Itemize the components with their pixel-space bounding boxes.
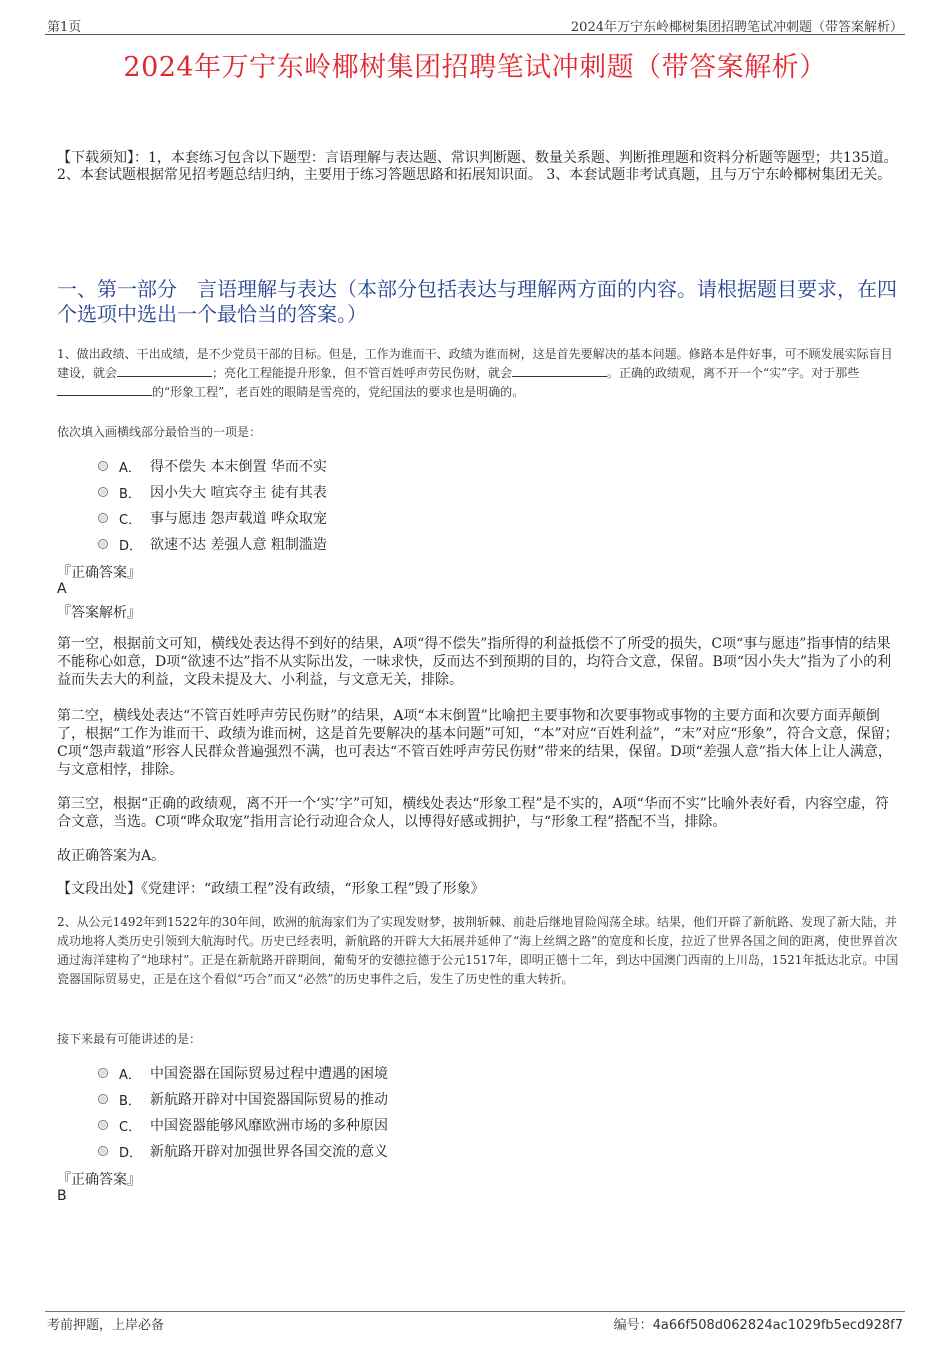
- q1-option-c[interactable]: C． 事与愿违 怨声载道 哗众取宠: [98, 508, 327, 528]
- q1-option-a[interactable]: A． 得不偿失 本末倒置 华而不实: [98, 456, 327, 476]
- q1-option-b[interactable]: B． 因小失大 喧宾夺主 徒有其表: [98, 482, 327, 502]
- q1-analysis-paragraph: 第三空，根据“正确的政绩观，离不开一个‘实’字”可知，横线处表达“形象工程”是不实的，A项“华而不实”比喻外表好看，内容空虚，符合文意，当选。C项“哗众取宠”指用言论行动迎合众人，以博得好感或拥护，与“形象工程”搭配不当，排除。: [57, 796, 889, 830]
- q2-option-b[interactable]: B． 新航路开辟对中国瓷器国际贸易的推动: [98, 1089, 388, 1109]
- q1-conclusion: 故正确答案为A。: [57, 848, 166, 864]
- radio-icon[interactable]: [98, 1068, 108, 1078]
- question-1-text: [57, 345, 902, 402]
- option-text: 事与愿违 怨声载道 哗众取宠: [150, 511, 327, 527]
- question-2-prompt: 接下来最有可能讲述的是：: [57, 1032, 202, 1046]
- q2-option-c[interactable]: C． 中国瓷器能够风靡欧洲市场的多种原因: [98, 1115, 388, 1135]
- radio-icon[interactable]: [98, 487, 108, 497]
- footer-id-code: 4a66f508d062824ac1029fb5ecd928f7: [652, 1318, 903, 1333]
- radio-icon[interactable]: [98, 1094, 108, 1104]
- q1-option-d[interactable]: D． 欲速不达 差强人意 粗制滥造: [98, 534, 327, 554]
- header-divider: [45, 34, 905, 35]
- q2-answer-tag: 『正确答案』: [57, 1172, 141, 1188]
- question-2-text: 2、从公元1492年到1522年的30年间，欧洲的航海家们为了实现发财梦，披荆斩棘、前赴后继地冒险闯荡全球。结果，他们开辟了新航路、发现了新大陆，并成功地将人类历史引领到大航海时代。历史已经表明，新航路的开辟大大拓展并延伸了“海上丝绸之路”的宽度和长度，拉近了世界各国之间的距离，使世界首次通过海洋建构了“地球村”。正是在新航路开辟期间，葡萄牙的安德拉德于公元1517年，即明正德十二年，到达中国澳门西南的上川岛，1521年抵达北京。中国瓷器国际贸易史，正是在这个看似“巧合”而又“必然”的历史事件之后，发生了历史性的重大转折。: [57, 915, 899, 986]
- download-notice: 【下载须知】：1，本套练习包含以下题型：言语理解与表达题、常识判断题、数量关系题、判断推理题和资料分析题等题型；共135道。 2、本套试题根据常见招考题总结归纳，主要用于练习答题思路和拓展知识面。 3、本套试题非考试真题，且与万宁东岭椰树集团无关。: [57, 150, 898, 183]
- q1-analysis-tag: 『答案解析』: [57, 605, 141, 621]
- radio-icon[interactable]: [98, 513, 108, 523]
- q1-text-part: 。正确的政绩观，离不开一个“实”字。对于那些: [607, 366, 860, 380]
- q1-answer: A: [57, 581, 67, 597]
- document-title: 2024年万宁东岭椰树集团招聘笔试冲刺题（带答案解析）: [123, 52, 827, 83]
- fill-blank-3: [57, 383, 152, 396]
- radio-icon[interactable]: [98, 461, 108, 471]
- q2-answer: B: [57, 1188, 67, 1204]
- q1-text-part: 1、做出政绩、干出成绩，是不少党员干部的目标。但是，工作为谁而干、政绩为谁而树，这是首先要解决的基本问题。修路本是件好事，可不顾发展实际盲目建设，就会: [57, 347, 893, 380]
- q2-option-a[interactable]: A． 中国瓷器在国际贸易过程中遭遇的困境: [98, 1063, 388, 1083]
- page-number: 第1页: [47, 20, 82, 35]
- header-doc-title: 2024年万宁东岭椰树集团招聘笔试冲刺题（带答案解析）: [570, 20, 903, 35]
- q1-text-part: 的“形象工程”，老百姓的眼睛是雪亮的，党纪国法的要求也是明确的。: [152, 385, 525, 399]
- footer-id-label: 编号：: [613, 1318, 653, 1333]
- fill-blank-2: [512, 364, 607, 377]
- option-text: 欲速不达 差强人意 粗制滥造: [150, 537, 327, 553]
- footer-divider: [45, 1311, 905, 1312]
- section-heading: 一、第一部分 言语理解与表达（本部分包括表达与理解两方面的内容。请根据题目要求，在四个选项中选出一个最恰当的答案。）: [57, 277, 897, 326]
- radio-icon[interactable]: [98, 1120, 108, 1130]
- q1-analysis-paragraph: 第二空，横线处表达“不管百姓呼声劳民伤财”的结果，A项“本末倒置”比喻把主要事物和次要事物或事物的主要方面和次要方面弄颠倒了，根据“工作为谁而干、政绩为谁而树，这是首先要解决的基本问题”可知，“本”对应“百姓利益”，“末”对应“形象”，符合文意，保留；C项“怨声载道”形容人民群众普遍强烈不满，也可表达“不管百姓呼声劳民伤财”带来的结果，保留。D项“差强人意”指大体上让人满意，与文意相悖，排除。: [57, 708, 899, 778]
- radio-icon[interactable]: [98, 1146, 108, 1156]
- q2-option-d[interactable]: D． 新航路开辟对加强世界各国交流的意义: [98, 1141, 388, 1161]
- fill-blank-1: [117, 364, 212, 377]
- option-text: 因小失大 喧宾夺主 徒有其表: [150, 485, 327, 501]
- footer-slogan: 考前押题，上岸必备: [47, 1318, 165, 1333]
- option-text: 中国瓷器在国际贸易过程中遭遇的困境: [150, 1066, 388, 1082]
- question-1-prompt: 依次填入画横线部分最恰当的一项是：: [57, 425, 262, 439]
- q1-analysis-paragraph: 第一空，根据前文可知，横线处表达得不到好的结果，A项“得不偿失”指所得的利益抵偿不了所受的损失，C项“事与愿违”指事情的结果不能称心如意，D项“欲速不达”指不从实际出发，一味求快，反而达不到预期的目的，均符合文意，保留。B项“因小失大”指为了小的利益而失去大的利益，文段未提及大、小利益，与文意无关，排除。: [57, 636, 892, 688]
- option-text: 得不偿失 本末倒置 华而不实: [150, 459, 327, 475]
- option-text: 新航路开辟对中国瓷器国际贸易的推动: [150, 1092, 388, 1108]
- footer-id: [614, 1314, 903, 1333]
- q1-answer-tag: 『正确答案』: [57, 565, 141, 581]
- option-text: 新航路开辟对加强世界各国交流的意义: [150, 1144, 388, 1160]
- q1-text-part: ；亮化工程能提升形象，但不管百姓呼声劳民伤财，就会: [212, 366, 513, 380]
- radio-icon[interactable]: [98, 539, 108, 549]
- option-text: 中国瓷器能够风靡欧洲市场的多种原因: [150, 1118, 388, 1134]
- q1-source: 【文段出处】《党建评：“政绩工程”没有政绩，“形象工程”毁了形象》: [57, 881, 485, 897]
